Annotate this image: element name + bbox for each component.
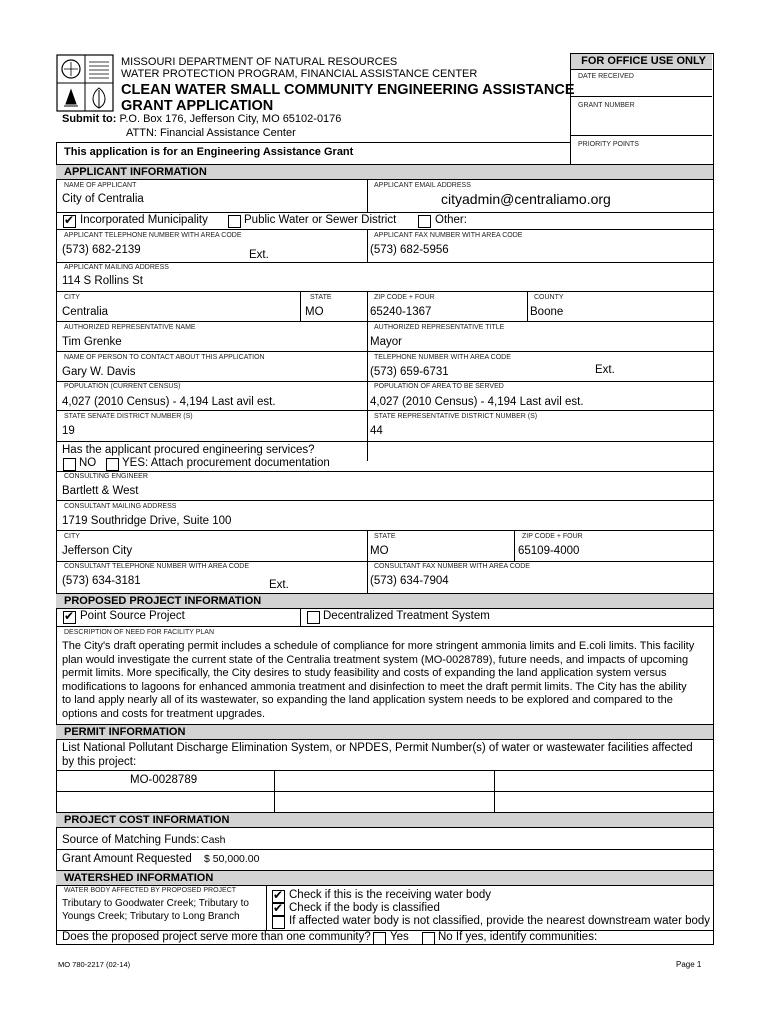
office-use-title <box>571 54 712 70</box>
applicant-phone-field[interactable]: (573) 682-2139 <box>62 244 141 256</box>
multi-community-yes-label: Yes <box>390 931 409 943</box>
program-name: WATER PROTECTION PROGRAM, FINANCIAL ASSISTANCE CENTER <box>121 68 478 80</box>
contact-ext-label: Ext. <box>595 364 615 376</box>
state-label: STATE <box>310 294 332 301</box>
consulting-engineer-label: CONSULTING ENGINEER <box>64 473 148 480</box>
consultant-city-field[interactable]: Jefferson City <box>62 545 133 557</box>
population-field[interactable]: 4,027 (2010 Census) - 4,194 Last avil est. <box>62 396 276 408</box>
county-field[interactable]: Boone <box>530 306 564 318</box>
state-field[interactable]: MO <box>305 306 324 318</box>
zip-field[interactable]: 65240-1367 <box>370 306 432 318</box>
applicant-name-field[interactable]: City of Centralia <box>62 193 144 205</box>
permit-section-title: PERMIT INFORMATION <box>64 726 186 738</box>
watershed-section-title: WATERSHED INFORMATION <box>64 872 214 884</box>
need-description-field[interactable] <box>62 640 710 721</box>
senate-district-label: STATE SENATE DISTRICT NUMBER (S) <box>64 413 193 420</box>
submit-address: P.O. Box 176, Jefferson City, MO 65102-0176 <box>119 113 342 125</box>
submit-label: Submit to: <box>62 113 117 125</box>
not-classified-checkbox[interactable] <box>272 916 285 929</box>
city-field[interactable]: Centralia <box>62 306 109 318</box>
other-label: Other: <box>435 214 467 226</box>
classified-label: Check if the body is classified <box>289 902 440 914</box>
consultant-zip-label: ZIP CODE + FOUR <box>522 533 583 540</box>
rep-district-label: STATE REPRESENTATIVE DISTRICT NUMBER (S) <box>374 413 538 420</box>
need-line: to land apply nearly all of its wastewater, so expanding the land application system needs to be explored and compared to the <box>62 694 673 706</box>
mailing-address-field[interactable]: 114 S Rollins St <box>62 275 143 287</box>
consultant-state-label: STATE <box>374 533 396 540</box>
grant-amount-field[interactable]: $ 50,000.00 <box>204 853 260 865</box>
population-label: POPULATION (CURRENT CENSUS) <box>64 383 181 390</box>
grant-amount-label: Grant Amount Requested <box>62 853 192 865</box>
incorporated-municipality-label: Incorporated Municipality <box>80 214 208 226</box>
contact-phone-label: TELEPHONE NUMBER WITH AREA CODE <box>374 354 511 361</box>
consultant-zip-field[interactable]: 65109-4000 <box>518 545 580 557</box>
procured-no-checkbox[interactable] <box>63 458 76 471</box>
receiving-water-label: Check if this is the receiving water body <box>289 889 491 901</box>
point-source-checkbox[interactable] <box>63 611 76 624</box>
multi-community-no-label: No If yes, identify communities: <box>438 931 598 943</box>
water-body-label: WATER BODY AFFECTED BY PROPOSED PROJECT <box>64 887 237 894</box>
consultant-phone-label: CONSULTANT TELEPHONE NUMBER WITH AREA CODE <box>64 563 250 570</box>
zip-label: ZIP CODE + FOUR <box>374 294 435 301</box>
matching-funds-label: Source of Matching Funds: <box>62 834 200 846</box>
consultant-fax-field[interactable]: (573) 634-7904 <box>370 575 449 587</box>
contact-name-field[interactable]: Gary W. Davis <box>62 366 136 378</box>
priority-points-label: PRIORITY POINTS <box>578 141 639 148</box>
dnr-logo <box>56 54 114 112</box>
applicant-fax-field[interactable]: (573) 682-5956 <box>370 244 449 256</box>
applicant-email-field[interactable]: cityadmin@centraliamo.org <box>441 191 611 207</box>
contact-phone-field[interactable]: (573) 659-6731 <box>370 366 449 378</box>
population-served-label: POPULATION OF AREA TO BE SERVED <box>374 383 504 390</box>
grant-number-label: GRANT NUMBER <box>578 102 635 109</box>
multi-community-no-checkbox[interactable] <box>422 932 435 945</box>
form-title-line2: GRANT APPLICATION <box>121 98 274 114</box>
applicant-email-label: APPLICANT EMAIL ADDRESS <box>374 182 471 189</box>
consultant-state-field[interactable]: MO <box>370 545 389 557</box>
applicant-section-title: APPLICANT INFORMATION <box>64 166 207 178</box>
rep-name-field[interactable]: Tim Grenke <box>62 336 122 348</box>
consultant-city-label: CITY <box>64 533 80 540</box>
submit-to <box>62 113 341 125</box>
water-body-line2[interactable]: Youngs Creek; Tributary to Long Branch <box>62 911 240 922</box>
project-section-title: PROPOSED PROJECT INFORMATION <box>64 595 262 607</box>
need-description-label: DESCRIPTION OF NEED FOR FACILITY PLAN <box>64 629 215 636</box>
need-line: options and costs for treatment upgrades. <box>62 707 266 720</box>
mailing-address-label: APPLICANT MAILING ADDRESS <box>64 264 169 271</box>
city-label: CITY <box>64 294 80 301</box>
procured-question: Has the applicant procured engineering services? <box>62 444 315 456</box>
rep-title-label: AUTHORIZED REPRESENTATIVE TITLE <box>374 324 505 331</box>
consulting-engineer-field[interactable]: Bartlett & West <box>62 485 139 497</box>
office-use-title-text: FOR OFFICE USE ONLY <box>581 55 706 67</box>
other-checkbox[interactable] <box>418 215 431 228</box>
applicant-ext-label: Ext. <box>249 249 269 261</box>
date-received-label: DATE RECEIVED <box>578 73 634 80</box>
applicant-fax-label: APPLICANT FAX NUMBER WITH AREA CODE <box>374 232 523 239</box>
not-classified-label: If affected water body is not classified, provide the nearest downstream water body <box>289 915 711 927</box>
procured-yes-checkbox[interactable] <box>106 458 119 471</box>
cost-section-title: PROJECT COST INFORMATION <box>64 814 230 826</box>
public-district-checkbox[interactable] <box>228 215 241 228</box>
consultant-address-label: CONSULTANT MAILING ADDRESS <box>64 503 177 510</box>
need-line: modifications to lagoons for enhanced ammonia treatment and disinfection to meet the draft permit limits. The City has the ability <box>62 680 687 693</box>
decentralized-checkbox[interactable] <box>307 611 320 624</box>
permit-instructions-line1: List National Pollutant Discharge Elimination System, or NPDES, Permit Number(s) of water or wastewater facilities affected <box>62 742 693 754</box>
rep-title-field[interactable]: Mayor <box>370 336 402 348</box>
county-label: COUNTY <box>534 294 564 301</box>
need-line: The City's draft operating permit includes a schedule of compliance for more stringent ammonia limits and E.coli limits. This facility <box>62 640 695 652</box>
multi-community-yes-checkbox[interactable] <box>373 932 386 945</box>
applicant-phone-label: APPLICANT TELEPHONE NUMBER WITH AREA CODE <box>64 232 242 239</box>
need-line: plan would investigate the current state of the Centralia treatment system (MO-0028789), future needs, and impacts of upcoming <box>62 653 689 666</box>
point-source-label: Point Source Project <box>80 610 185 622</box>
consultant-fax-label: CONSULTANT FAX NUMBER WITH AREA CODE <box>374 563 530 570</box>
multi-community-question: Does the proposed project serve more than one community? <box>62 931 371 943</box>
population-served-field[interactable]: 4,027 (2010 Census) - 4,194 Last avil est. <box>370 396 584 408</box>
need-line: permit limits. More specifically, the City desires to study feasibility and costs of expanding the land application system versus <box>62 667 667 679</box>
contact-name-label: NAME OF PERSON TO CONTACT ABOUT THIS APPLICATION <box>64 354 265 361</box>
form-title-line1: CLEAN WATER SMALL COMMUNITY ENGINEERING ASSISTANCE <box>121 82 575 98</box>
public-district-label: Public Water or Sewer District <box>244 214 397 226</box>
procured-no-label: NO <box>79 457 97 469</box>
classified-checkbox[interactable] <box>272 903 285 916</box>
senate-district-field[interactable]: 19 <box>62 425 75 437</box>
permit-number-field[interactable]: MO-0028789 <box>130 774 198 786</box>
department-name: MISSOURI DEPARTMENT OF NATURAL RESOURCES <box>121 56 398 68</box>
rep-name-label: AUTHORIZED REPRESENTATIVE NAME <box>64 324 196 331</box>
page-number: Page 1 <box>676 960 702 969</box>
form-number: MO 780-2217 (02-14) <box>58 960 131 969</box>
water-body-line1[interactable]: Tributary to Goodwater Creek; Tributary to <box>62 898 249 909</box>
permit-instructions-line2: by this project: <box>62 756 137 768</box>
applicant-name-label: NAME OF APPLICANT <box>64 182 137 189</box>
consultant-address-field[interactable]: 1719 Southridge Drive, Suite 100 <box>62 515 232 527</box>
consultant-phone-field[interactable]: (573) 634-3181 <box>62 575 141 587</box>
procured-yes-label: YES: Attach procurement documentation <box>122 457 330 469</box>
incorporated-municipality-checkbox[interactable] <box>63 215 76 228</box>
decentralized-label: Decentralized Treatment System <box>323 610 490 622</box>
rep-district-field[interactable]: 44 <box>370 425 383 437</box>
consultant-ext-label: Ext. <box>269 579 289 591</box>
matching-funds-field[interactable]: Cash <box>201 834 226 846</box>
application-type: This application is for an Engineering Assistance Grant <box>64 146 354 158</box>
attn-line: ATTN: Financial Assistance Center <box>126 127 296 139</box>
